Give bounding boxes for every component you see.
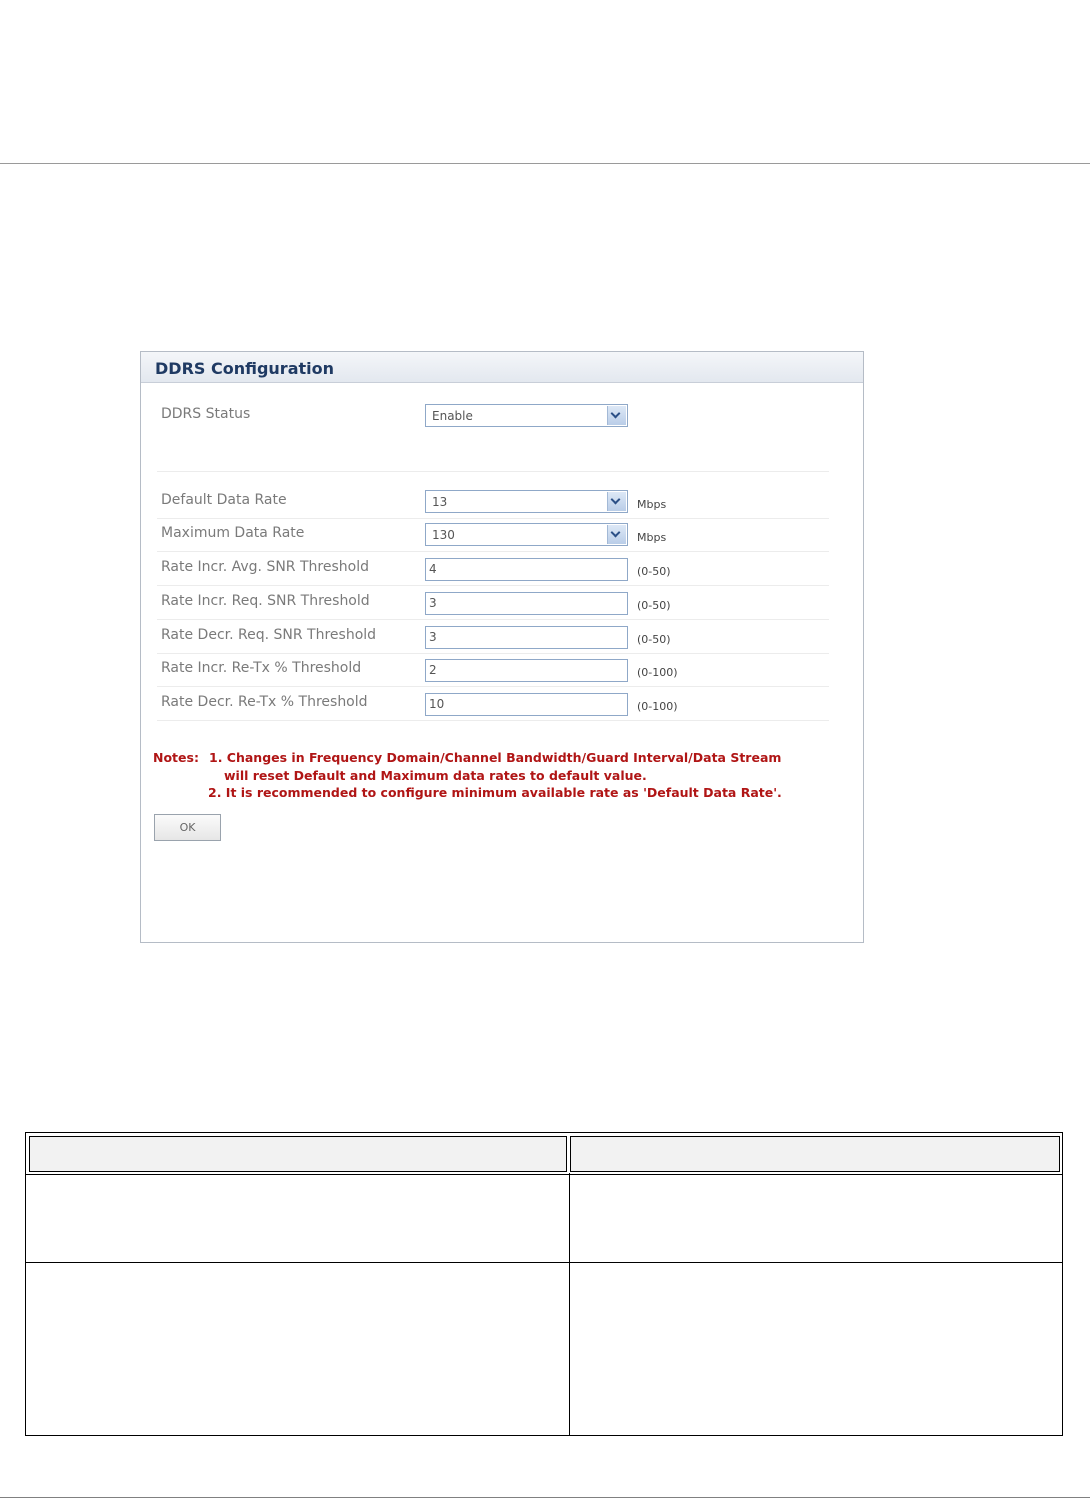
maximum-data-rate-value: 130 [432, 528, 455, 542]
row-rate-decr-retx [157, 688, 829, 721]
notes-label: Notes: [153, 750, 199, 765]
rate-decr-retx-range: (0-100) [637, 700, 678, 713]
ok-button[interactable]: OK [154, 814, 221, 841]
rate-incr-retx-label: Rate Incr. Re-Tx % Threshold [161, 660, 362, 676]
rate-incr-avg-snr-range: (0-50) [637, 565, 671, 578]
default-data-rate-label: Default Data Rate [161, 492, 287, 508]
rate-incr-retx-range: (0-100) [637, 666, 678, 679]
rate-incr-retx-input[interactable]: 2 [425, 659, 628, 682]
chevron-down-icon[interactable] [607, 492, 626, 511]
note-1-continued: will reset Default and Maximum data rates to default value. [224, 767, 647, 783]
rate-decr-req-snr-input[interactable]: 3 [425, 626, 628, 649]
rate-incr-avg-snr-input[interactable]: 4 [425, 558, 628, 581]
panel-header [141, 352, 863, 383]
header-rule [0, 163, 1090, 164]
maximum-data-rate-select[interactable] [425, 523, 628, 546]
rate-incr-req-snr-label: Rate Incr. Req. SNR Threshold [161, 593, 370, 609]
footer-rule [0, 1497, 1090, 1498]
maximum-data-rate-unit: Mbps [637, 531, 667, 544]
maximum-data-rate-label: Maximum Data Rate [161, 525, 305, 541]
rate-decr-retx-input[interactable]: 10 [425, 693, 628, 716]
row-spacer [157, 400, 829, 472]
note-1: 1. Changes in Frequency Domain/Channel Bandwidth/Guard Interval/Data Stream [209, 750, 782, 765]
default-data-rate-unit: Mbps [637, 498, 667, 511]
rate-incr-avg-snr-label: Rate Incr. Avg. SNR Threshold [161, 559, 369, 575]
default-data-rate-value: 13 [432, 495, 448, 509]
panel-title: DDRS Configuration [155, 359, 335, 378]
rate-decr-retx-label: Rate Decr. Re-Tx % Threshold [161, 694, 368, 710]
chevron-down-icon[interactable] [607, 525, 626, 544]
table-column-divider [569, 1173, 570, 1435]
row-rate-incr-retx [157, 654, 829, 687]
row-maximum-data-rate [157, 519, 829, 552]
note-2: 2. It is recommended to configure minimum available rate as 'Default Data Rate'. [208, 785, 782, 800]
table-divider [26, 1174, 1062, 1175]
row-rate-decr-req-snr [157, 621, 829, 654]
ddrs-configuration-panel [140, 351, 864, 943]
rate-incr-req-snr-input[interactable]: 3 [425, 592, 628, 615]
table-header-cell [29, 1136, 567, 1172]
row-default-data-rate [157, 486, 829, 519]
row-rate-incr-req-snr [157, 587, 829, 620]
row-rate-incr-avg-snr [157, 553, 829, 586]
document-table [25, 1132, 1063, 1436]
default-data-rate-select[interactable] [425, 490, 628, 513]
rate-decr-req-snr-range: (0-50) [637, 633, 671, 646]
table-divider [26, 1262, 1062, 1263]
rate-decr-req-snr-label: Rate Decr. Req. SNR Threshold [161, 627, 377, 643]
ddrs-status-label: DDRS Status [161, 406, 251, 422]
ddrs-status-value: Enable [432, 409, 473, 423]
table-header-cell [570, 1136, 1060, 1172]
rate-incr-req-snr-range: (0-50) [637, 599, 671, 612]
